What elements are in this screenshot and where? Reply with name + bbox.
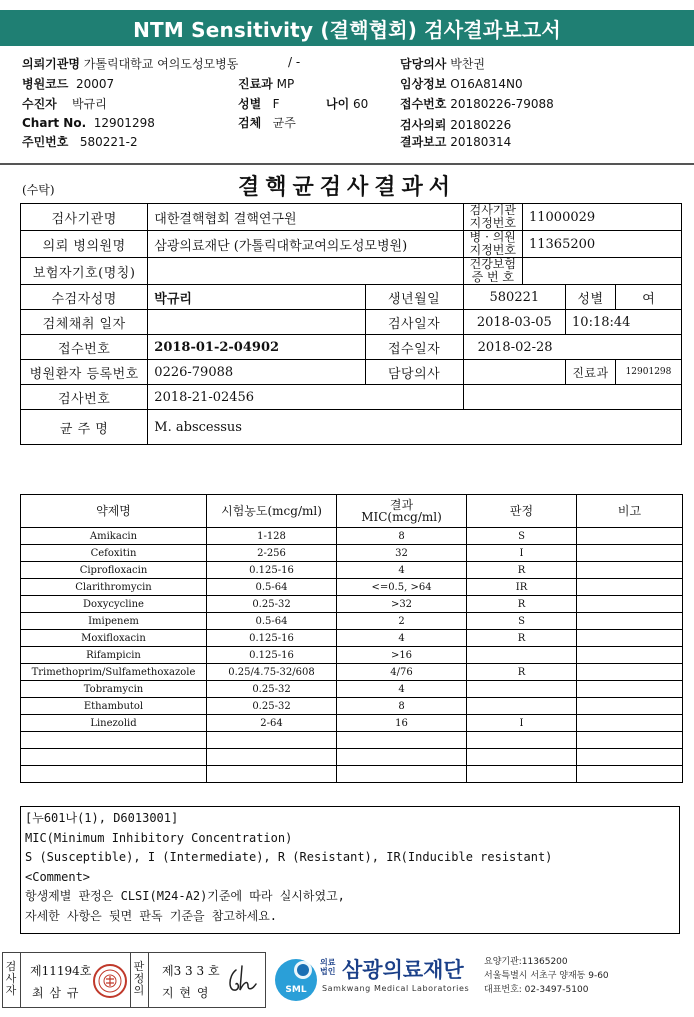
examinee-value: 박규리 — [148, 285, 365, 310]
specimen-field: 검체 균주 — [238, 116, 296, 130]
insurance-no-value — [522, 258, 681, 285]
result-interp-cell: S — [467, 528, 577, 545]
result-mic-cell: >32 — [337, 596, 467, 613]
result-mic-cell: 4 — [337, 562, 467, 579]
tester-seal — [93, 964, 127, 998]
result-drug-cell: Doxycycline — [21, 596, 207, 613]
req-hosp-value: 삼광의료재단 (가톨릭대학교여의도성모병원) — [148, 231, 463, 258]
result-drug-cell: Clarithromycin — [21, 579, 207, 596]
physician-label: 담당의사 — [365, 360, 463, 385]
organism-value: M. abscessus — [148, 410, 682, 445]
result-conc-cell: 0.5-64 — [207, 579, 337, 596]
result-drug-cell: Tobramycin — [21, 681, 207, 698]
result-conc-cell: 0.25-32 — [207, 698, 337, 715]
brand-code: 요양기관:11365200 — [484, 957, 568, 967]
result-drug-cell — [21, 766, 207, 783]
result-remark-cell — [577, 630, 683, 647]
result-mic-cell: 4 — [337, 630, 467, 647]
note-line: 자세한 사항은 뒷면 판독 기준을 참고하세요. — [25, 908, 278, 923]
result-row — [21, 528, 683, 545]
test-time-value: 10:18:44 — [566, 310, 682, 335]
clinical-info-field: 임상정보 O16A814N0 — [400, 77, 523, 91]
test-date-value: 2018-03-05 — [463, 310, 565, 335]
result-row — [21, 749, 683, 766]
note-line: MIC(Minimum Inhibitory Concentration) — [25, 830, 293, 845]
result-conc-cell: 0.25-32 — [207, 681, 337, 698]
result-mic-cell: <=0.5, >64 — [337, 579, 467, 596]
interp-header: 판정 — [467, 495, 577, 528]
result-mic-cell — [337, 766, 467, 783]
hosp-code-field: 병원코드 20007 — [22, 77, 115, 91]
result-conc-cell — [207, 732, 337, 749]
lab-name-label: 검사기관명 — [21, 204, 148, 231]
result-remark-cell — [577, 732, 683, 749]
result-interp-cell — [467, 681, 577, 698]
result-conc-cell: 0.5-64 — [207, 613, 337, 630]
result-row — [21, 596, 683, 613]
result-drug-cell: Imipenem — [21, 613, 207, 630]
info-table — [20, 203, 682, 445]
test-no-label: 검사번호 — [21, 385, 148, 410]
result-mic-cell: 4/76 — [337, 664, 467, 681]
result-remark-cell — [577, 698, 683, 715]
sex-value: 여 — [615, 285, 681, 310]
brand-info — [484, 955, 609, 997]
result-row — [21, 698, 683, 715]
result-interp-cell: R — [467, 596, 577, 613]
test-no-value: 2018-21-02456 — [148, 385, 463, 410]
result-drug-cell: Ciprofloxacin — [21, 562, 207, 579]
seal-icon — [95, 966, 125, 996]
result-conc-cell: 0.125-16 — [207, 562, 337, 579]
result-drug-cell: Amikacin — [21, 528, 207, 545]
reviewer-name: 지 현 영 — [162, 986, 210, 1000]
test-no-empty — [463, 385, 681, 410]
tester-label: 검사자 — [5, 960, 17, 997]
receipt-no-value: 2018-01-2-04902 — [148, 335, 365, 360]
result-mic-cell: 8 — [337, 528, 467, 545]
result-remark-cell — [577, 749, 683, 766]
result-drug-cell: Moxifloxacin — [21, 630, 207, 647]
rrn-field: 주민번호 580221-2 — [22, 135, 138, 149]
result-conc-cell: 0.25-32 — [207, 596, 337, 613]
result-row — [21, 732, 683, 749]
result-interp-cell: IR — [467, 579, 577, 596]
header-divider — [0, 163, 694, 165]
patient-reg-label: 병원환자 등록번호 — [21, 360, 148, 385]
patient-field: 수진자 박규리 — [22, 97, 107, 111]
result-mic-cell: 4 — [337, 681, 467, 698]
result-interp-cell — [467, 732, 577, 749]
result-drug-cell — [21, 732, 207, 749]
result-mic-cell: 8 — [337, 698, 467, 715]
receipt-date-label: 접수일자 — [365, 335, 463, 360]
sml-logo-icon — [271, 954, 321, 1004]
result-interp-cell: R — [467, 664, 577, 681]
note-line: [누601나(1), D6013001] — [25, 811, 179, 825]
receipt-no-label: 접수번호 — [21, 335, 148, 360]
result-row — [21, 766, 683, 783]
result-row — [21, 613, 683, 630]
result-mic-cell — [337, 749, 467, 766]
req-hosp-label: 의뢰 병의원명 — [21, 231, 148, 258]
result-remark-cell — [577, 715, 683, 732]
tester-license: 제11194호 — [30, 964, 92, 978]
result-mic-cell: >16 — [337, 647, 467, 664]
result-drug-cell: Rifampicin — [21, 647, 207, 664]
dob-label: 생년월일 — [365, 285, 463, 310]
result-conc-cell: 0.25/4.75-32/608 — [207, 664, 337, 681]
result-conc-cell: 2-64 — [207, 715, 337, 732]
result-remark-cell — [577, 528, 683, 545]
footer — [0, 952, 694, 1012]
dept-value: 12901298 — [615, 360, 681, 385]
result-interp-cell: I — [467, 545, 577, 562]
result-remark-cell — [577, 545, 683, 562]
result-conc-cell — [207, 766, 337, 783]
age-field: 나이 60 — [326, 97, 369, 111]
result-mic-cell: 2 — [337, 613, 467, 630]
lab-id-value: 11000029 — [522, 204, 681, 231]
patient-reg-value: 0226-79088 — [148, 360, 365, 385]
reviewer-label: 판정의 — [133, 960, 145, 997]
drug-header: 약제명 — [21, 495, 207, 528]
result-interp-cell — [467, 766, 577, 783]
chart-no-field: Chart No. 12901298 — [22, 116, 155, 130]
result-conc-cell: 0.125-16 — [207, 647, 337, 664]
result-mic-cell: 16 — [337, 715, 467, 732]
req-org-field: 의뢰기관명 가톨릭대학교 여의도성모병동 — [22, 57, 239, 71]
organism-label: 균 주 명 — [21, 410, 148, 445]
tester-name: 최 삼 규 — [32, 986, 80, 1000]
result-interp-cell — [467, 698, 577, 715]
result-row — [21, 664, 683, 681]
document-title: 결핵균검사결과서 — [237, 174, 457, 200]
brand-prefix: 의료법인 — [320, 958, 336, 976]
signature-divider — [130, 952, 131, 1008]
mic-header: 결과 MIC(mcg/ml) — [337, 495, 467, 528]
report-banner-title: NTM Sensitivity (결핵협회) 검사결과보고서 — [0, 10, 694, 46]
receipt-date-value: 2018-02-28 — [463, 335, 681, 360]
result-conc-cell: 0.125-16 — [207, 630, 337, 647]
note-line: <Comment> — [25, 869, 91, 884]
result-row — [21, 579, 683, 596]
result-drug-cell: Cefoxitin — [21, 545, 207, 562]
sml-logo-text: SML — [285, 985, 307, 995]
result-row — [21, 647, 683, 664]
result-remark-cell — [577, 681, 683, 698]
examinee-label: 수검자성명 — [21, 285, 148, 310]
hosp-id-value: 11365200 — [522, 231, 681, 258]
result-remark-cell — [577, 664, 683, 681]
brand-address: 서울특별시 서초구 양재동 9-60 — [484, 971, 609, 981]
result-row — [21, 630, 683, 647]
result-remark-cell — [577, 647, 683, 664]
collect-date-value — [148, 310, 365, 335]
result-interp-cell: I — [467, 715, 577, 732]
receipt-no-field: 접수번호 20180226-79088 — [400, 97, 554, 111]
brand-phone: 대표번호: 02-3497-5100 — [484, 985, 589, 995]
brand-subtitle: Samkwang Medical Laboratories — [322, 984, 470, 993]
dept-label: 진료과 — [566, 360, 616, 385]
result-conc-cell: 1-128 — [207, 528, 337, 545]
result-report-field: 결과보고 20180314 — [400, 135, 512, 149]
result-row — [21, 681, 683, 698]
result-interp-cell: R — [467, 562, 577, 579]
reviewer-license: 제3 3 3 호 — [162, 964, 220, 978]
signature-icon — [222, 960, 262, 1000]
result-conc-cell: 2-256 — [207, 545, 337, 562]
result-interp-cell — [467, 647, 577, 664]
result-interp-cell: R — [467, 630, 577, 647]
result-interp-cell — [467, 749, 577, 766]
ward-field: / - — [288, 55, 301, 69]
brand-name: 삼광의료재단 — [342, 958, 464, 982]
dob-value: 580221 — [463, 285, 565, 310]
lab-id-label: 검사기관 지정번호 — [463, 204, 522, 231]
result-mic-cell — [337, 732, 467, 749]
result-mic-cell: 32 — [337, 545, 467, 562]
conc-header: 시험농도(mcg/ml) — [207, 495, 337, 528]
insurer-label: 보험자기호(명칭) — [21, 258, 148, 285]
result-remark-cell — [577, 562, 683, 579]
doctor-field: 담당의사 박찬권 — [400, 57, 485, 71]
result-drug-cell: Trimethoprim/Sulfamethoxazole — [21, 664, 207, 681]
result-interp-cell: S — [467, 613, 577, 630]
result-row — [21, 545, 683, 562]
test-request-field: 검사의뢰 20180226 — [400, 118, 512, 132]
sex-label: 성별 — [566, 285, 616, 310]
physician-value — [463, 360, 565, 385]
result-remark-cell — [577, 613, 683, 630]
sex-field: 성별 F — [238, 97, 280, 111]
result-remark-cell — [577, 579, 683, 596]
insurer-value — [148, 258, 463, 285]
test-date-label: 검사일자 — [365, 310, 463, 335]
consignment-label: (수탁) — [22, 183, 55, 197]
signature-divider — [20, 952, 21, 1008]
result-conc-cell — [207, 749, 337, 766]
note-line: S (Susceptible), I (Intermediate), R (Resistant), IR(Inducible resistant) — [25, 850, 553, 864]
result-remark-cell — [577, 596, 683, 613]
collect-date-label: 검체채취 일자 — [21, 310, 148, 335]
lab-name-value: 대한결핵협회 결핵연구원 — [148, 204, 463, 231]
hosp-id-label: 병 · 의원 지정번호 — [463, 231, 522, 258]
result-row — [21, 715, 683, 732]
result-remark-cell — [577, 766, 683, 783]
result-drug-cell: Ethambutol — [21, 698, 207, 715]
result-drug-cell — [21, 749, 207, 766]
result-row — [21, 562, 683, 579]
signature-divider — [148, 952, 149, 1008]
result-drug-cell: Linezolid — [21, 715, 207, 732]
results-table — [20, 494, 683, 783]
remark-header: 비고 — [577, 495, 683, 528]
notes-box — [20, 806, 680, 934]
note-line: 항생제별 판정은 CLSI(M24-A2)기준에 따라 실시하였고, — [25, 889, 345, 903]
insurance-no-label: 건강보험 증 번 호 — [463, 258, 522, 285]
dept-field: 진료과 MP — [238, 77, 295, 91]
